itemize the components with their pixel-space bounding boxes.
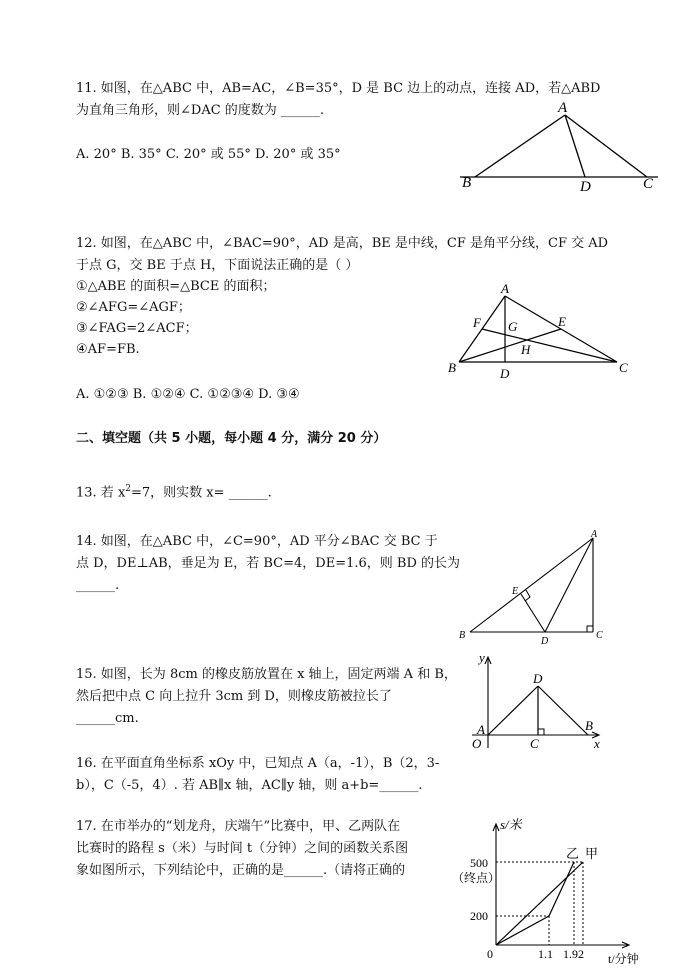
- q12-item4: ④AF=FB.: [76, 342, 140, 357]
- q14-figure: [455, 528, 620, 647]
- q13: [76, 480, 272, 502]
- q12-label-a: A: [501, 281, 509, 296]
- q15-label-x: x: [594, 736, 600, 751]
- q11-line1: 11. 如图，在△ABC 中，AB=AC，∠B=35°，D 是 BC 边上的动点，连接 AD，若△ABD: [76, 81, 601, 96]
- q12-item1: ①△ABE 的面积=△BCE 的面积；: [76, 279, 276, 294]
- q17-ylabel: s/米: [500, 817, 522, 832]
- q17-tick-200: 200: [470, 909, 488, 923]
- q11-label-a: A: [558, 100, 568, 116]
- q17-xlabel: t/分钟: [608, 952, 639, 966]
- q17-tick-1-92: 1.92: [563, 947, 584, 961]
- q12-label-c: C: [619, 360, 628, 375]
- q15-label-c: C: [530, 736, 539, 751]
- q12-label-b: B: [448, 360, 456, 375]
- q14-line1: 14. 如图，在△ABC 中，∠C=90°，AD 平分∠BAC 交 BC 于: [76, 534, 438, 549]
- q11-figure: [455, 95, 675, 200]
- q14-label-d: D: [541, 636, 549, 647]
- q12-label-h: H: [521, 342, 531, 357]
- q12-label-e: E: [558, 314, 566, 329]
- q12-options: A. ①②③ B. ①②④ C. ①②③④ D. ③④: [76, 387, 300, 402]
- q15-label-y: y: [479, 650, 485, 665]
- q12-label-f: F: [473, 315, 481, 330]
- q14-line3: ______.: [76, 578, 120, 593]
- q17-label-jia: 甲: [585, 846, 599, 861]
- q12-label-d: D: [500, 366, 510, 381]
- q13-sup: 2: [125, 484, 132, 494]
- q12-line2: 于点 G，交 BE 于点 H，下面说法正确的是（ ）: [76, 258, 359, 273]
- q15-label-b: B: [585, 718, 593, 733]
- q15-label-a: A: [477, 722, 485, 737]
- q17-zhongdian: （终点）: [452, 871, 501, 885]
- q11-options: A. 20° B. 35° C. 20° 或 55° D. 20° 或 35°: [76, 147, 341, 162]
- q11-label-b: B: [462, 175, 472, 191]
- q15-line3: ______cm.: [76, 711, 139, 726]
- q17-line3: 象如图所示，下列结论中，正确的是______.（请将正确的: [76, 863, 406, 878]
- q17-tick-500: 500: [470, 856, 488, 870]
- q15-label-d: D: [533, 671, 543, 686]
- q11-label-d: D: [580, 179, 591, 195]
- q11-line2: 为直角三角形，则∠DAC 的度数为 ______.: [76, 103, 325, 118]
- q11-label-c: C: [643, 176, 654, 192]
- q15-line2: 然后把中点 C 向上拉升 3cm 到 D，则橡皮筋被拉长了: [76, 689, 392, 704]
- q12-line1: 12. 如图，在△ABC 中，∠BAC=90°，AD 是高，BE 是中线，CF 是角平分线，CF 交 AD: [76, 236, 609, 251]
- q14-label-c: C: [596, 630, 603, 641]
- q15-figure: [466, 648, 611, 754]
- q17-line2: 比赛时的路程 s（米）与时间 t（分钟）之间的函数关系图: [76, 841, 409, 856]
- q15-label-o: O: [472, 736, 482, 751]
- q17-label-yi: 乙: [566, 846, 580, 861]
- q14-line2: 点 D，DE⊥AB，垂足为 E，若 BC=4，DE=1.6，则 BD 的长为: [76, 556, 461, 571]
- q17-tick-1-1: 1.1: [538, 947, 553, 961]
- q16-line2: b），C（-5，4）. 若 AB∥x 轴，AC∥y 轴，则 a+b=______.: [76, 778, 423, 793]
- q16-line1: 16. 在平面直角坐标系 xOy 中，已知点 A（a，-1），B（2，3-: [76, 756, 440, 771]
- q12-figure: [445, 282, 635, 382]
- q13-rest: =7，则实数 x= ______.: [131, 485, 272, 501]
- q13-prefix: 13. 若 x: [76, 485, 126, 501]
- q14-label-b: B: [459, 630, 466, 641]
- q12-item3: ③∠FAG=2∠ACF；: [76, 321, 198, 336]
- q14-label-a: A: [591, 529, 598, 540]
- q15-line1: 15. 如图，长为 8cm 的橡皮筋放置在 x 轴上，固定两端 A 和 B，: [76, 667, 457, 682]
- q17-figure: [440, 815, 650, 969]
- q12-item2: ②∠AFG=∠AGF；: [76, 300, 191, 315]
- q14-label-e: E: [512, 586, 519, 597]
- section-heading: 二、填空题（共 5 小题，每小题 4 分，满分 20 分）: [76, 431, 387, 446]
- q12-label-g: G: [508, 319, 518, 334]
- q17-line1: 17. 在市举办的“划龙舟，庆端午”比赛中，甲、乙两队在: [76, 819, 401, 834]
- q17-origin: 0: [487, 947, 493, 961]
